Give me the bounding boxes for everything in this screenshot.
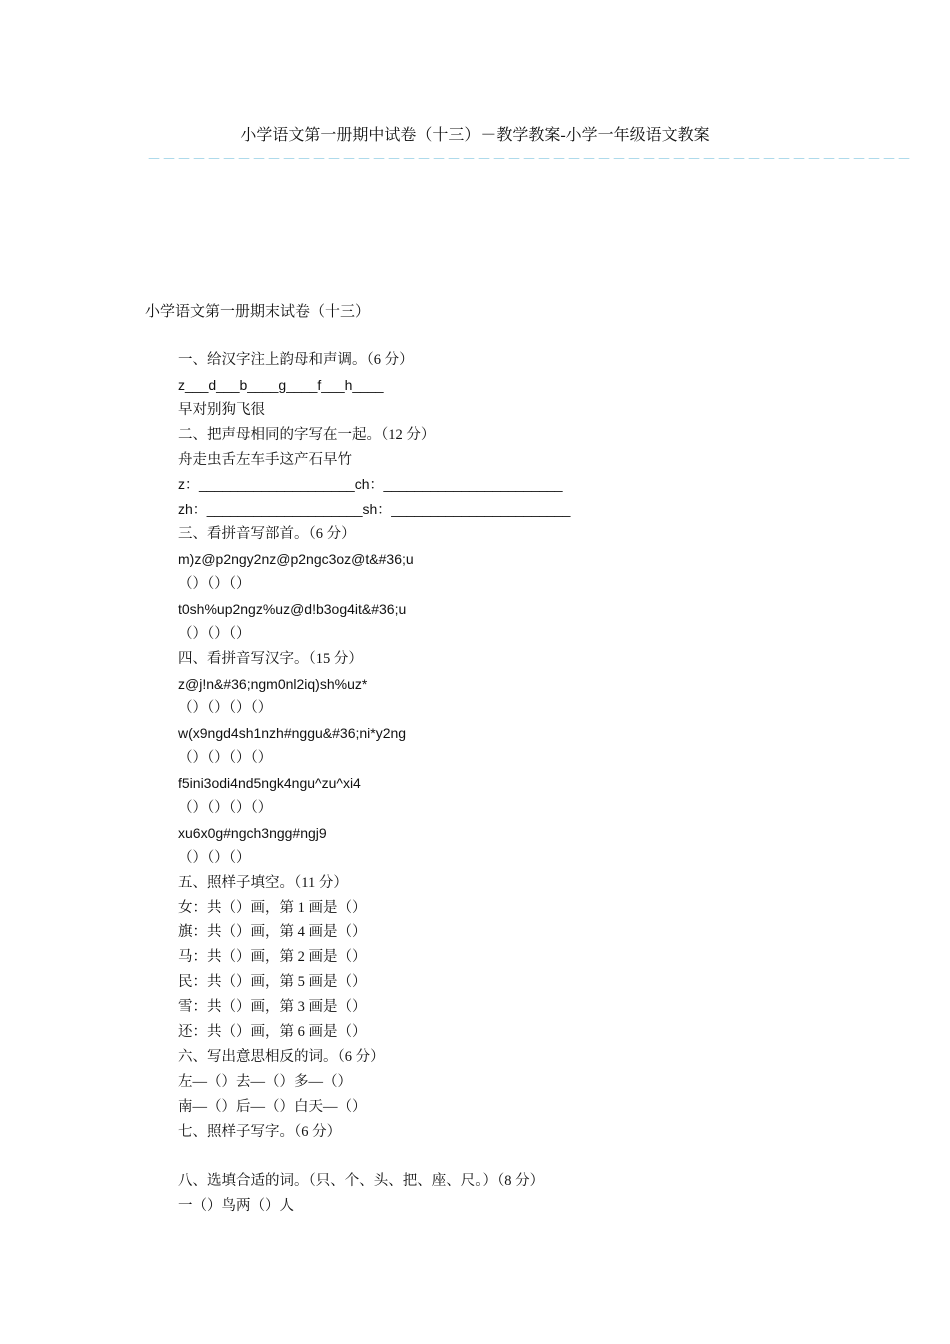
answer-brackets: （）（）（） — [178, 625, 251, 642]
stroke-question: 民：共（）画，第 5 画是（） — [178, 974, 367, 991]
stroke-question: 雪：共（）画，第 3 画是（） — [178, 999, 367, 1016]
antonym-question: 左—（）去—（）多—（） — [178, 1073, 352, 1090]
section-heading-1: 一、给汉字注上韵母和声调。（6 分） — [178, 352, 414, 368]
stroke-question: 旗：共（）画，第 4 画是（） — [178, 924, 367, 941]
answer-brackets: （）（）（）（） — [178, 700, 273, 717]
answer-brackets: （）（）（） — [178, 576, 251, 593]
section-heading-3: 三、看拼音写部首。（6 分） — [178, 526, 356, 543]
page-title: 小学语文第一册期中试卷（十三）－教学教案-小学一年级语文教案 — [240, 127, 710, 144]
stroke-question: 马：共（）画，第 2 画是（） — [178, 949, 367, 966]
answer-blank-line: zh：____________________sh：_______________________ — [178, 501, 571, 518]
answer-blank-line: z：____________________ch：_______________________ — [178, 476, 563, 493]
exam-content — [178, 348, 798, 1219]
exam-title: 小学语文第一册期末试卷（十三） — [145, 304, 371, 320]
measure-word-question: 一（）鸟两（）人 — [178, 1198, 294, 1215]
pinyin-line: t0sh%up2ngz%uz@d!b3og4it&#36;u — [178, 600, 407, 617]
answer-brackets: （）（）（）（） — [178, 800, 273, 817]
pinyin-blanks: z___d___b____g____f___h____ — [178, 376, 384, 393]
answer-brackets: （）（）（） — [178, 849, 251, 866]
section-heading-7: 七、照样子写字。（6 分） — [178, 1123, 342, 1140]
answer-brackets: （）（）（）（） — [178, 750, 273, 767]
section-heading-5: 五、照样子填空。（11 分） — [178, 874, 348, 891]
question-text: 早对别狗飞很 — [178, 401, 265, 418]
pinyin-line: f5ini3odi4nd5ngk4ngu^zu^xi4 — [178, 775, 361, 792]
pinyin-line: w(x9ngd4sh1nzh#nggu&#36;ni*y2ng — [178, 725, 407, 742]
pinyin-line: m)z@p2ngy2nz@p2ngc3oz@t&#36;u — [178, 551, 414, 568]
question-text: 舟走虫舌左车手这产石早竹 — [178, 451, 352, 468]
title-divider: －－－－－－－－－－－－－－－－－－－－－－－－－－－－－－－－－－－－－－－－－－－－－－－－－－－ — [147, 152, 912, 168]
pinyin-line: xu6x0g#ngch3ngg#ngj9 — [178, 824, 327, 841]
stroke-question: 还：共（）画，第 6 画是（） — [178, 1024, 367, 1041]
antonym-question: 南—（）后—（）白天—（） — [178, 1098, 367, 1115]
pinyin-line: z@j!n&#36;ngm0nl2iq)sh%uz* — [178, 675, 368, 692]
stroke-question: 女：共（）画，第 1 画是（） — [178, 899, 367, 916]
section-heading-6: 六、写出意思相反的词。（6 分） — [178, 1048, 385, 1065]
section-heading-8: 八、选填合适的词。（只、个、头、把、座、尺。）（8 分） — [178, 1173, 545, 1190]
blank-line — [178, 1145, 798, 1170]
section-heading-4: 四、看拼音写汉字。（15 分） — [178, 650, 363, 667]
section-heading-2: 二、把声母相同的字写在一起。（12 分） — [178, 426, 436, 443]
